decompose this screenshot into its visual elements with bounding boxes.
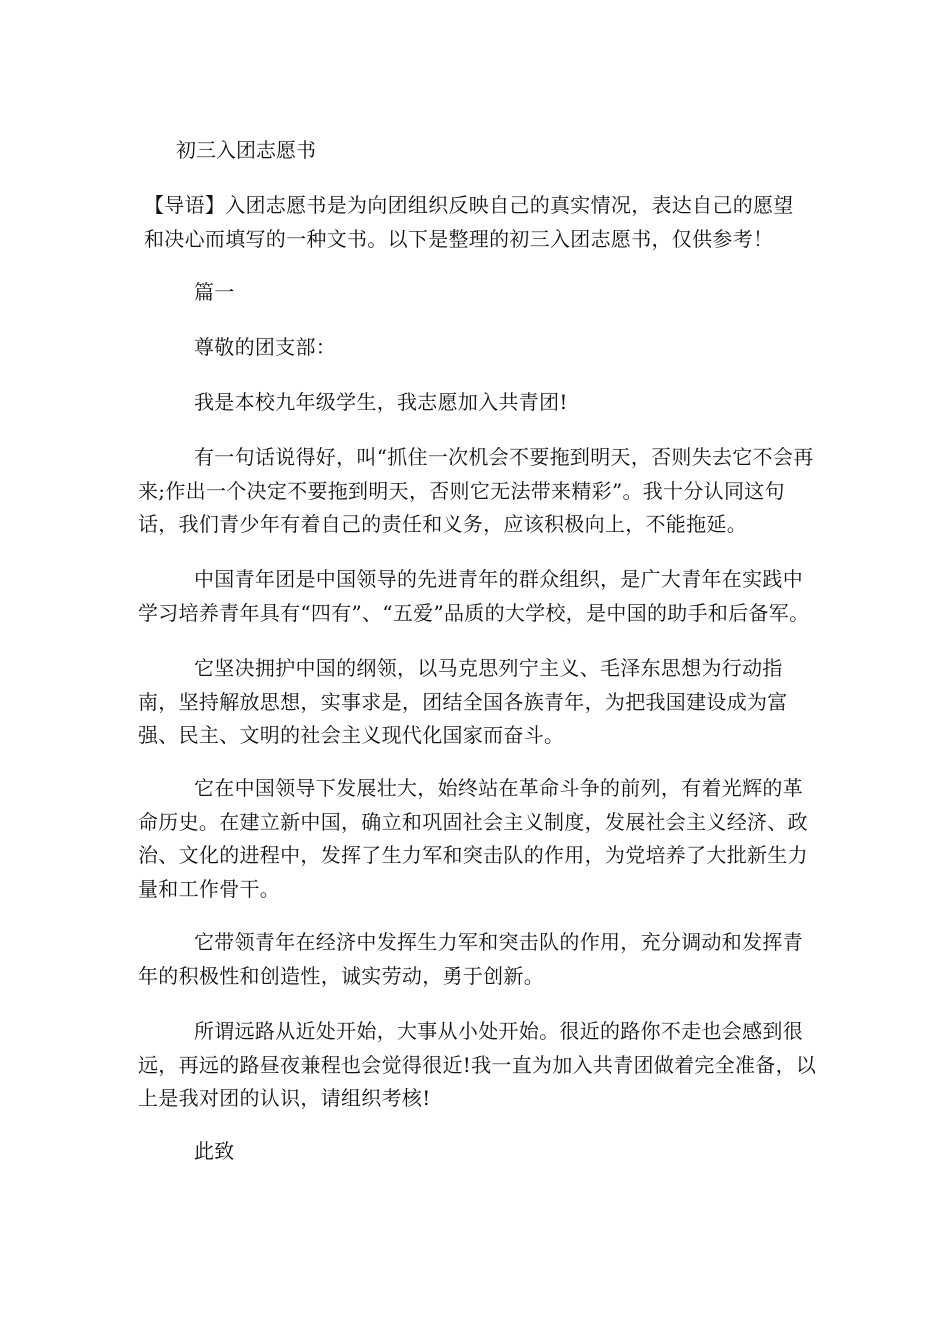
section-heading: 篇一 (194, 280, 235, 304)
body-paragraph-3: 中国青年团是中国领导的先进青年的群众组织，是广大青年在实践中学习培养青年具有“四有”、“五爱”品质的大学校，是中国的助手和后备军。 (138, 567, 810, 625)
lead-paragraph: 【导语】入团志愿书是为向团组织反映自己的真实情况，表达自己的愿望和决心而填写的一种文书。以下是整理的初三入团志愿书，仅供参考！ (144, 193, 794, 251)
salutation: 尊敬的团支部： (194, 335, 337, 359)
closing-text: 此致 (194, 1139, 235, 1163)
body-paragraph-6: 它带领青年在经济中发挥生力军和突击队的作用，充分调动和发挥青年的积极性和创造性，诚实劳动，勇于创新。 (138, 930, 803, 988)
body-paragraph-4: 它坚决拥护中国的纲领，以马克思列宁主义、毛泽东思想为行动指南，坚持解放思想，实事求是，团结全国各族青年，为把我国建设成为富强、民主、文明的社会主义现代化国家而奋斗。 (138, 656, 788, 747)
body-paragraph-2: 有一句话说得好，叫“抓住一次机会不要拖到明天，否则失去它不会再来;作出一个决定不要拖到明天，否则它无法带来精彩”。我十分认同这句话，我们青少年有着自己的责任和义务，应该积极向上，不能拖延。 (138, 445, 814, 536)
body-paragraph-5: 它在中国领导下发展壮大，始终站在革命斗争的前列，有着光辉的革命历史。在建立新中国，确立和巩固社会主义制度，发展社会主义经济、政治、文化的进程中，发挥了生力军和突击队的作用，为党培养了大批新生力量和工作骨干。 (138, 776, 808, 901)
body-paragraph-1: 我是本校九年级学生，我志愿加入共青团! (194, 390, 568, 414)
document-title: 初三入团志愿书 (176, 138, 316, 162)
body-paragraph-7: 所谓远路从近处开始，大事从小处开始。很近的路你不走也会感到很远，再远的路昼夜兼程也会觉得很近!我一直为加入共青团做着完全准备，以上是我对团的认识，请组织考核! (138, 1019, 817, 1110)
